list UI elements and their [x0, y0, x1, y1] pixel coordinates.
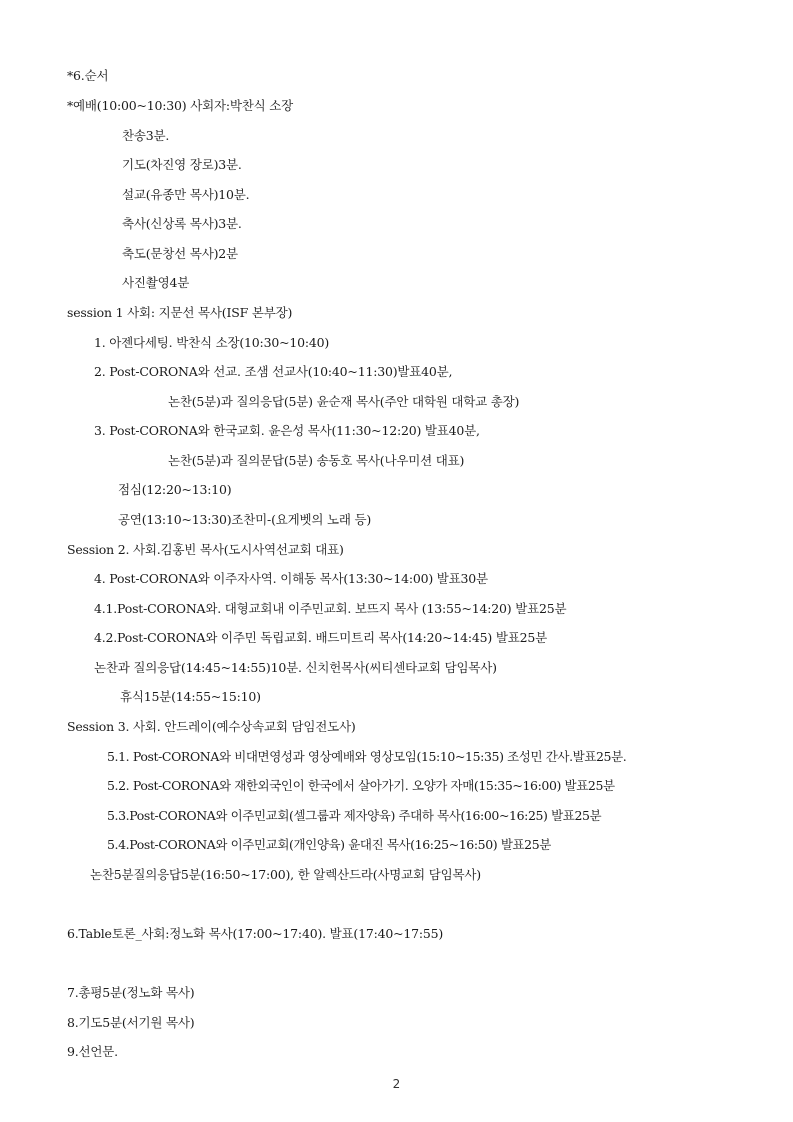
program-item: 사진촬영4분 [122, 275, 190, 290]
page-number: 2 [392, 1077, 401, 1091]
program-item: 4.2.Post-CORONA와 이주민 독립교회. 배드미트리 목사(14:20~14:45) 발표25분 [94, 630, 547, 645]
program-item: 7.총평5분(정노화 목사) [67, 985, 195, 1000]
program-item: 논찬과 질의응답(14:45~14:55)10분. 신치헌목사(씨티센타교회 담임목사) [94, 660, 497, 675]
program-item: 논찬(5분)과 질의응답(5분) 윤순재 목사(주안 대학원 대학교 총장) [168, 394, 520, 409]
session-heading: Session 3. 사회. 안드레이(예수상속교회 담임전도사) [67, 719, 356, 734]
program-item: 공연(13:10~13:30)조찬미-(요게벳의 노래 등) [118, 512, 372, 527]
program-item: 5.4.Post-CORONA와 이주민교회(개인양육) 윤대진 목사(16:25~16:50) 발표25분 [107, 837, 551, 852]
session-heading: session 1 사회: 지문선 목사(ISF 본부장) [67, 305, 293, 320]
program-item: 점심(12:20~13:10) [118, 482, 232, 497]
worship-heading: *예배(10:00~10:30) 사회자:박찬식 소장 [67, 98, 294, 113]
program-item: 4.1.Post-CORONA와. 대형교회내 이주민교회. 보뜨지 목사 (13:55~14:20) 발표25분 [94, 601, 567, 616]
session-heading: Session 2. 사회.김홍빈 목사(도시사역선교회 대표) [67, 542, 344, 557]
program-item: 논찬5분질의응답5분(16:50~17:00), 한 알렉산드라(사명교회 담임목사) [90, 867, 481, 882]
program-item: 6.Table토론_사회:정노화 목사(17:00~17:40). 발표(17:40~17:55) [67, 926, 444, 941]
program-item: 휴식15분(14:55~15:10) [120, 689, 261, 704]
program-item: 2. Post-CORONA와 선교. 조샘 선교사(10:40~11:30)발표40분, [94, 364, 453, 379]
program-item: 1. 아젠다세팅. 박찬식 소장(10:30~10:40) [94, 335, 330, 350]
program-item: 4. Post-CORONA와 이주자사역. 이해동 목사(13:30~14:00) 발표30분 [94, 571, 488, 586]
program-item: 8.기도5분(서기원 목사) [67, 1015, 195, 1030]
program-item: 5.2. Post-CORONA와 재한외국인이 한국에서 살아가기. 오양가 자매(15:35~16:00) 발표25분 [107, 778, 615, 793]
program-item: 설교(유종만 목사)10분. [122, 187, 250, 202]
program-item: 5.3.Post-CORONA와 이주민교회(셀그룹과 제자양육) 주대하 목사(16:00~16:25) 발표25분 [107, 808, 602, 823]
program-item: 축사(신상록 목사)3분. [122, 216, 242, 231]
program-item: 9.선언문. [67, 1044, 118, 1059]
program-item: 찬송3분. [122, 128, 170, 143]
program-item: 축도(문창선 목사)2분 [122, 246, 238, 261]
section-heading: *6.순서 [67, 68, 109, 83]
program-item: 5.1. Post-CORONA와 비대면영성과 영상예배와 영상모임(15:10~15:35) 조성민 간사.발표25분. [107, 749, 627, 764]
program-item: 논찬(5분)과 질의문답(5분) 송동호 목사(나우미션 대표) [168, 453, 465, 468]
program-item: 3. Post-CORONA와 한국교회. 윤은성 목사(11:30~12:20) 발표40분, [94, 423, 480, 438]
program-item: 기도(차진영 장로)3분. [122, 157, 242, 172]
